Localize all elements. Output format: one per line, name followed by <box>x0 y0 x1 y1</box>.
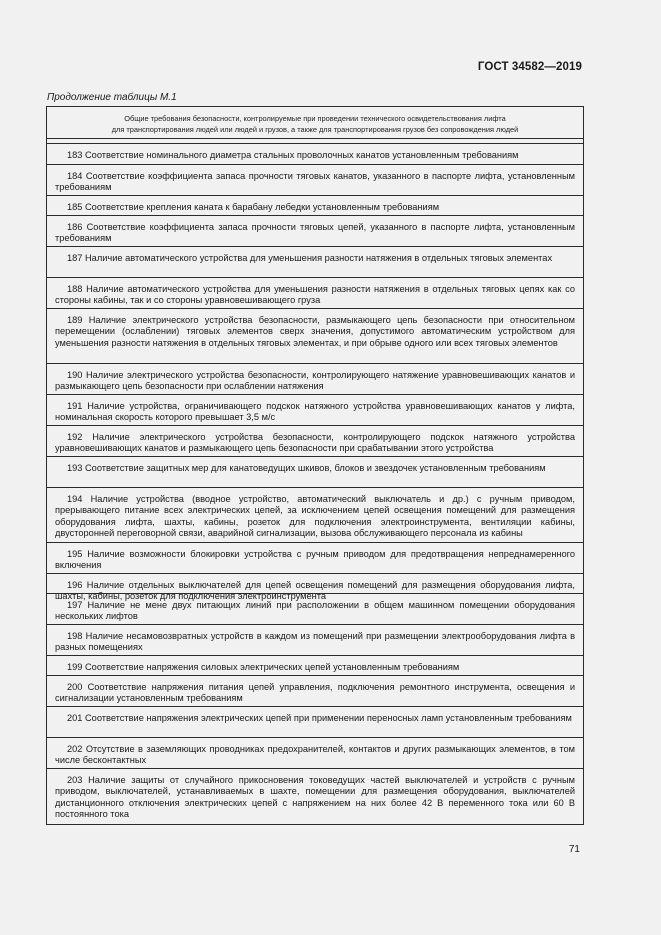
table-row: 188 Наличие автоматического устройства для уменьшения разности натяжения в отдельных тяговых цепях как со стороны кабины, так и со стороны уравновешивающего груза <box>47 278 583 309</box>
table-header-line: для транспортирования людей или людей и грузов, а также для транспортирования грузов без сопровождения людей <box>111 124 519 134</box>
table-body <box>47 144 583 824</box>
table-row: 203 Наличие защиты от случайного прикосновения токоведущих частей выключателей и устройств с ручным приводом, выключателей, устанавливаемых в шахте, помещении для размещения оборудования, выключателей дистанционного отключения электрических цепей с напряжением на них более 42 В переменного тока или 60 В постоянного тока <box>55 775 575 819</box>
table-row: 186 Соответствие коэффициента запаса прочности тяговых цепей, указанного в паспорте лифта, установленным требованиям <box>47 216 583 247</box>
table-header <box>47 107 583 139</box>
table-row: 187 Наличие автоматического устройства для уменьшения разности натяжения в отдельных тяговых элементах <box>47 247 583 278</box>
table-row: 191 Наличие устройства, ограничивающего подскок натяжного устройства уравновешивающих канатов у лифта, номинальная скорость которого превышает 3,5 м/с <box>47 395 583 426</box>
table-row: 202 Отсутствие в заземляющих проводниках предохранителей, контактов и других размыкающих элементов, в том числе бесконтактных <box>47 738 583 769</box>
page-number: 71 <box>568 844 580 855</box>
requirements-table <box>46 106 584 825</box>
table-row: 192 Наличие электрического устройства безопасности, контролирующего подскок натяжного устройства уравновешивающих канатов и размыкающего цепь безопасности при срабатывании этого устройства <box>47 426 583 457</box>
table-row: 185 Соответствие крепления каната к барабану лебедки установленным требованиям <box>47 196 583 216</box>
table-row: 193 Соответствие защитных мер для канатоведущих шкивов, блоков и звездочек установленным требованиям <box>47 457 583 488</box>
table-row: 194 Наличие устройства (вводное устройство, автоматический выключатель и др.) с ручным приводом, прерывающего питание всех электрических цепей, за исключением цепей освещения помещений для размещения оборудования лифта, шахты, кабины, розеток для подключения электроинструмента, вентиляции кабины, двусторонней переговорной связи, аварийной сигнализации, вызова обслуживающего персонала из кабины <box>47 488 583 543</box>
table-header-line: Общие требования безопасности, контролируемые при проведении технического освидетельствования лифта <box>124 114 506 123</box>
table-row: 201 Соответствие напряжения электрических цепей при применении переносных ламп установленным требованиям <box>47 707 583 738</box>
table-row: 199 Соответствие напряжения силовых электрических цепей установленным требованиям <box>47 656 583 676</box>
table-row: 184 Соответствие коэффициента запаса прочности тяговых канатов, указанного в паспорте лифта, установленным требованиям <box>47 165 583 196</box>
table-row: 197 Наличие не мене двух питающих линий при расположении в общем машинном помещении оборудования нескольких лифтов <box>47 594 583 625</box>
table-row: 190 Наличие электрического устройства безопасности, контролирующего натяжение уравновешивающих канатов и размыкающего цепь безопасности при ослаблении натяжения <box>47 364 583 395</box>
table-row: 195 Наличие возможности блокировки устройства с ручным приводом для предотвращения непреднамеренного включения <box>47 543 583 574</box>
table-row: 196 Наличие отдельных выключателей для цепей освещения помещений для размещения оборудования лифта, шахты, кабины, розеток для подключения электроинструмента <box>47 574 583 594</box>
table-row: 189 Наличие электрического устройства безопасности, размыкающего цепь безопасности при относительном перемещении (ослаблении) тяговых элементов сверх значения, допустимого автоматическим устройством для уменьшения разности натяжения в отдельных тяговых элементах, и при обрыве одного или всех тяговых элементов <box>47 309 583 364</box>
document-code: ГОСТ 34582—2019 <box>477 61 582 73</box>
table-continuation-caption: Продолжение таблицы М.1 <box>47 92 177 103</box>
table-row: 200 Соответствие напряжения питания цепей управления, подключения ремонтного инструмента, освещения и сигнализации установленным требованиям <box>47 676 583 707</box>
table-row: 183 Соответствие номинального диаметра стальных проволочных канатов установленным требованиям <box>47 144 583 165</box>
table-row: 198 Наличие несамовозвратных устройств в каждом из помещений при размещении электрооборудования лифта в разных помещениях <box>47 625 583 656</box>
